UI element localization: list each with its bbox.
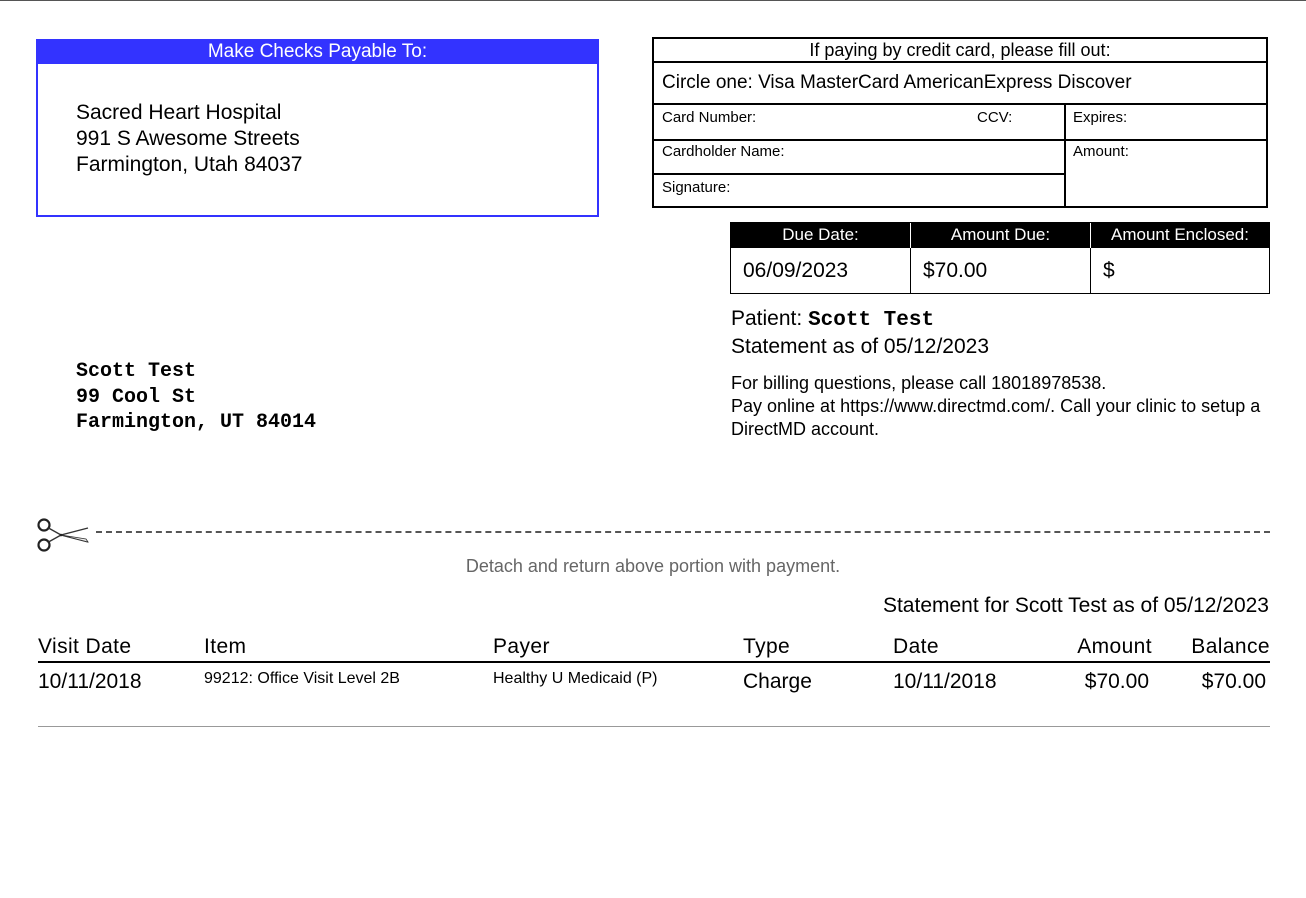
amount-enclosed-header: Amount Enclosed: <box>1091 223 1269 248</box>
statement-date: Statement as of 05/12/2023 <box>731 335 990 358</box>
signature-field[interactable]: Signature: <box>662 179 731 196</box>
due-date-value: 06/09/2023 <box>743 259 849 282</box>
due-date-header: Due Date: <box>731 223 910 248</box>
col-balance: Balance <box>1191 635 1270 658</box>
cell-visit-date: 10/11/2018 <box>38 670 142 693</box>
expires-field[interactable]: Expires: <box>1073 109 1128 126</box>
cell-item: 99212: Office Visit Level 2B <box>204 670 400 687</box>
recipient-address <box>76 359 316 436</box>
credit-card-form <box>652 37 1268 208</box>
cc-divider <box>654 139 1266 141</box>
card-type-choice[interactable]: Circle one: Visa MasterCard AmericanExpress Discover <box>654 63 1266 105</box>
due-table <box>730 222 1270 294</box>
amount-enclosed-field[interactable]: $ <box>1103 259 1115 282</box>
col-visit-date: Visit Date <box>38 635 132 658</box>
payable-address <box>76 100 302 178</box>
patient-info <box>731 306 989 360</box>
patient-line <box>731 306 989 334</box>
billing-online: Pay online at https://www.directmd.com/. Call your clinic to setup a DirectMD account. <box>731 396 1261 439</box>
cell-amount: $70.00 <box>1084 670 1149 693</box>
payable-header: Make Checks Payable To: <box>38 41 597 64</box>
cell-payer: Healthy U Medicaid (P) <box>493 670 658 687</box>
patient-name: Scott Test <box>808 309 935 332</box>
cardholder-name-field[interactable]: Cardholder Name: <box>662 143 785 160</box>
top-border <box>0 0 1306 1</box>
credit-card-header: If paying by credit card, please fill out: <box>654 39 1266 63</box>
amount-due-header: Amount Due: <box>911 223 1090 248</box>
cell-date: 10/11/2018 <box>893 670 997 693</box>
cell-balance: $70.00 <box>1201 670 1266 693</box>
recipient-city: Farmington, UT 84014 <box>76 411 317 434</box>
detach-line <box>96 531 1270 533</box>
recipient-name: Scott Test <box>76 360 197 383</box>
ccv-field[interactable]: CCV: <box>977 109 1013 126</box>
payable-city: Farmington, Utah 84037 <box>76 153 303 176</box>
patient-label: Patient: <box>731 307 803 330</box>
header-rule <box>38 661 1270 663</box>
amount-due-value: $70.00 <box>923 259 988 282</box>
payable-street: 991 S Awesome Streets <box>76 127 300 150</box>
cell-type: Charge <box>743 670 812 693</box>
billing-info <box>731 372 1271 441</box>
detach-instruction: Detach and return above portion with payment. <box>465 556 841 576</box>
col-type: Type <box>743 635 791 658</box>
amount-field[interactable]: Amount: <box>1073 143 1129 160</box>
cc-divider <box>654 173 1066 175</box>
col-payer: Payer <box>493 635 550 658</box>
statement-title: Statement for Scott Test as of 05/12/2023 <box>882 594 1269 617</box>
card-number-field[interactable]: Card Number: <box>662 109 757 126</box>
col-item: Item <box>204 635 247 658</box>
col-date: Date <box>893 635 939 658</box>
payable-name: Sacred Heart Hospital <box>76 101 282 124</box>
billing-phone: For billing questions, please call 18018978538. <box>731 373 1107 393</box>
scissors-icon <box>34 517 90 553</box>
recipient-street: 99 Cool St <box>76 385 197 409</box>
col-amount: Amount <box>1077 635 1152 658</box>
payable-box <box>36 39 599 217</box>
table-footer-rule <box>38 726 1270 727</box>
